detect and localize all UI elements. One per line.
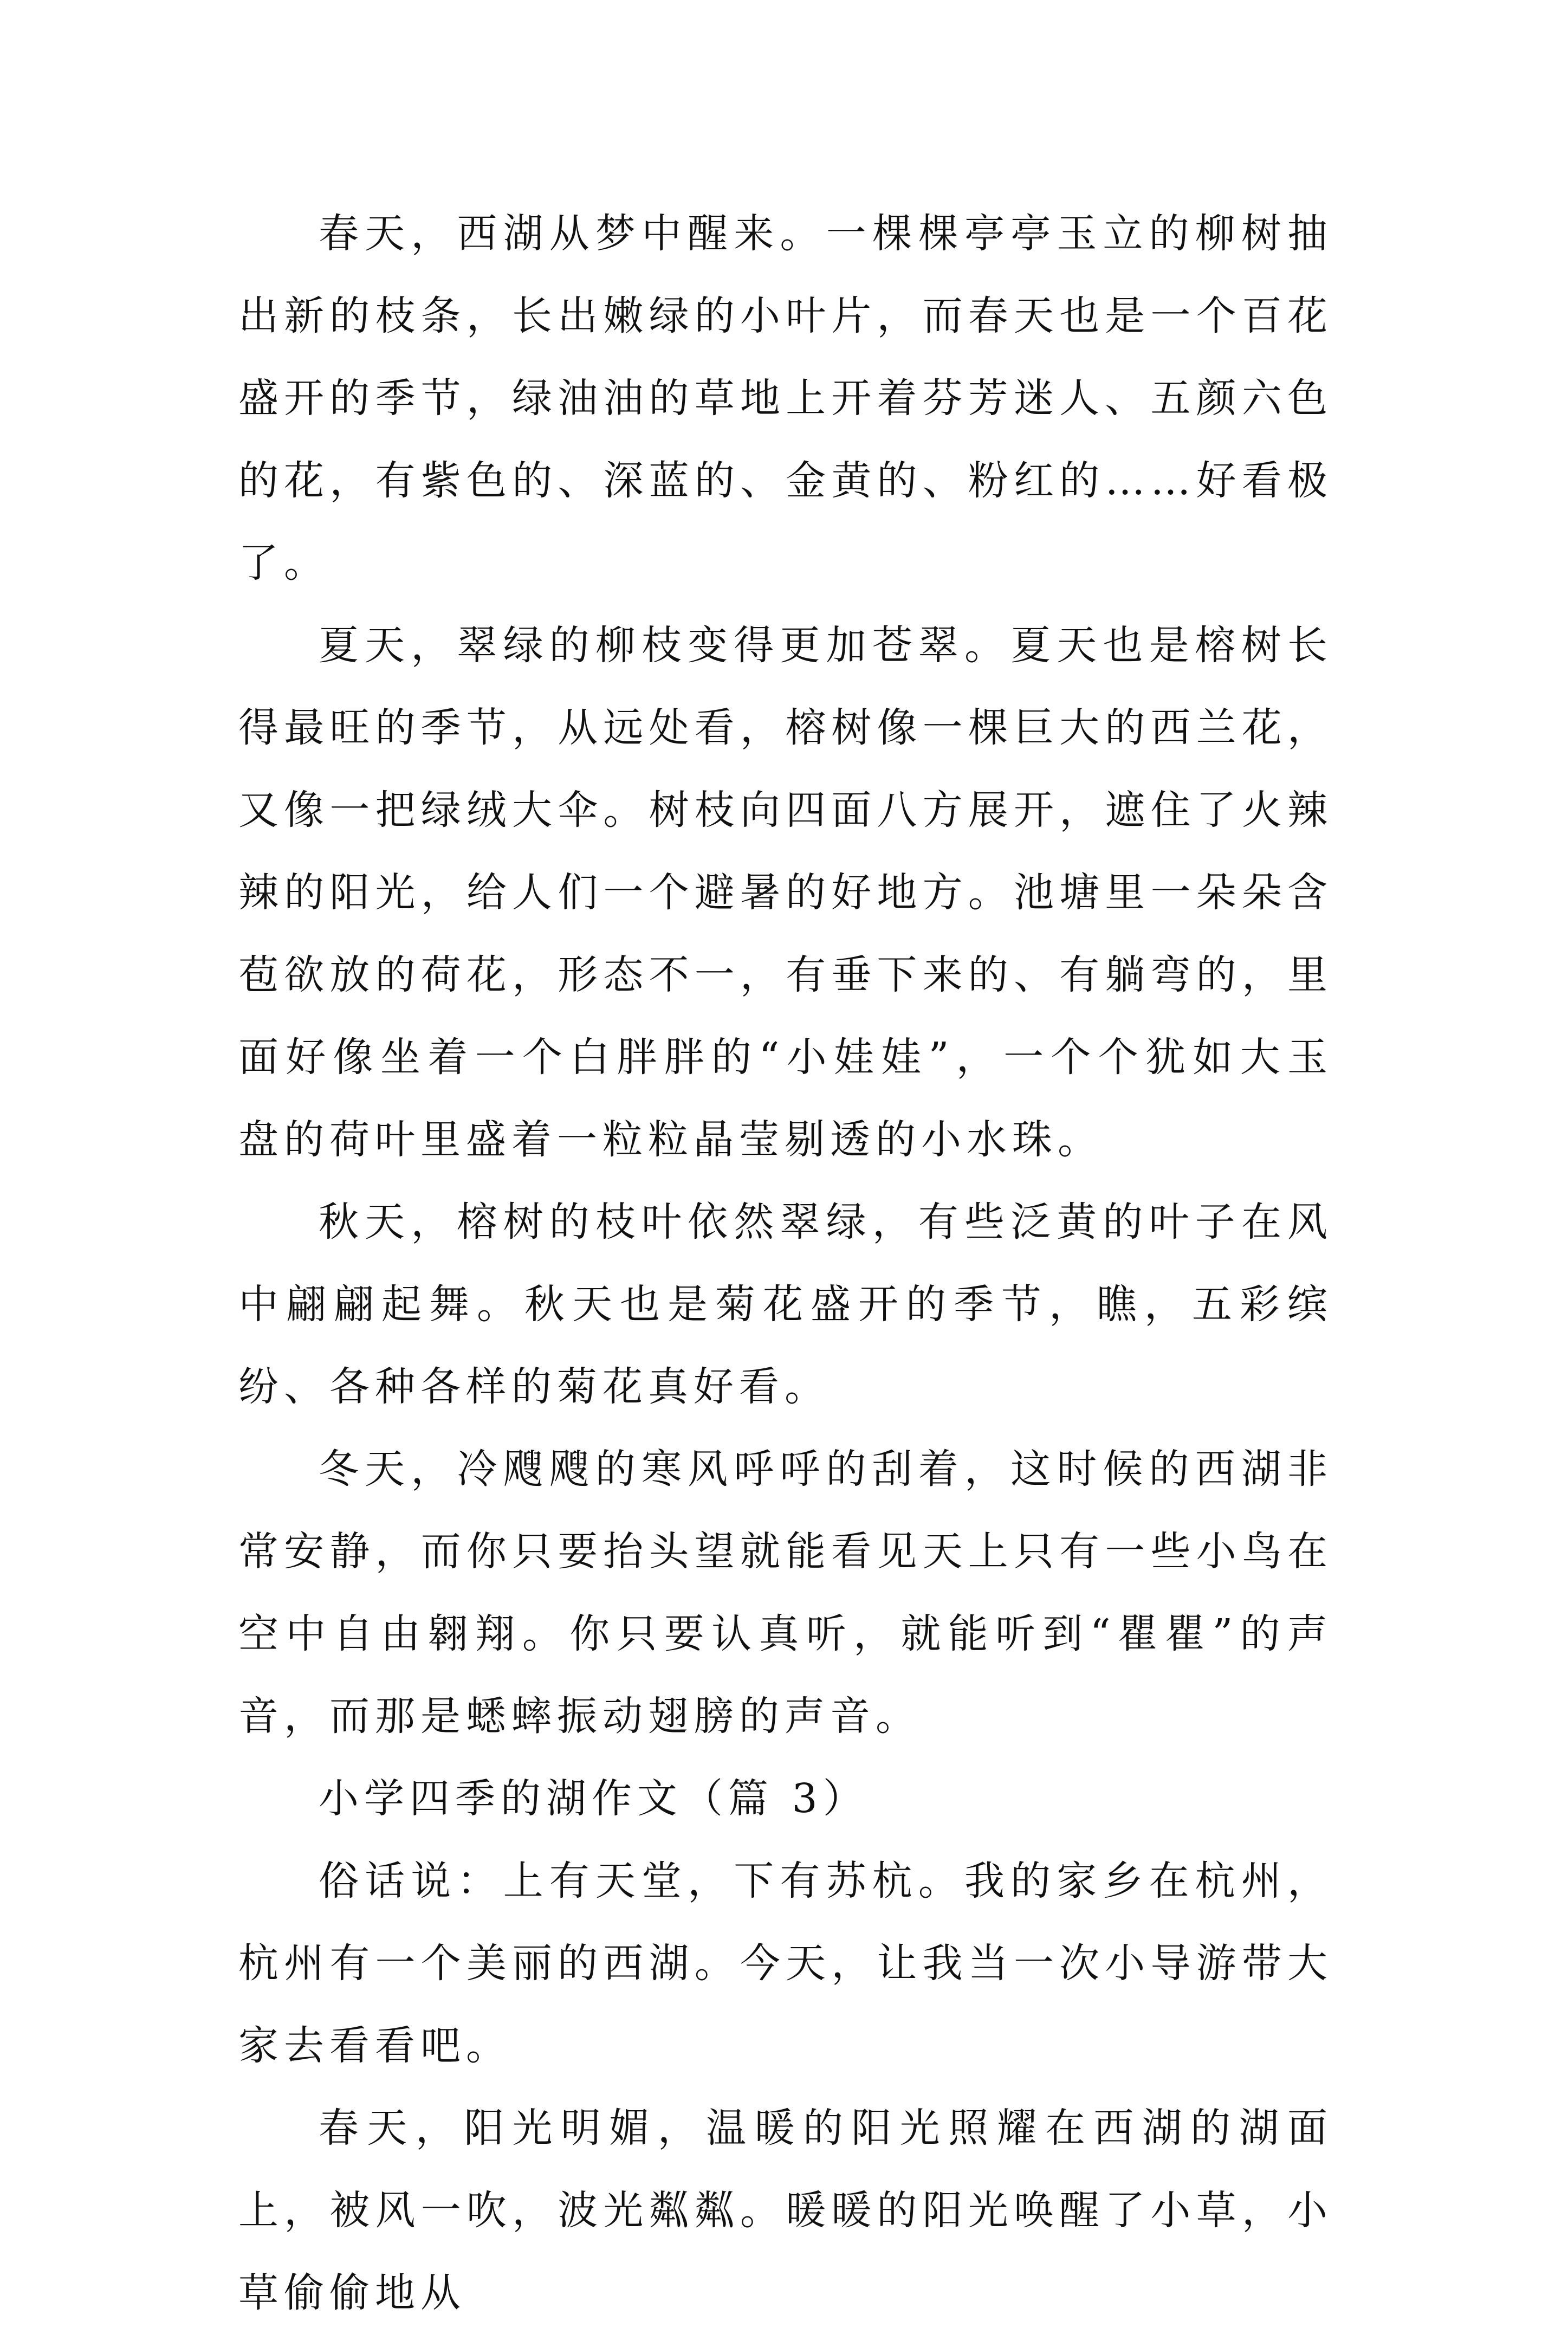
- paragraph-spring-2: 春天，阳光明媚，温暖的阳光照耀在西湖的湖面上，被风一吹，波光粼粼。暖暖的阳光唤醒了小草，小草偷偷地从: [238, 2105, 1333, 2316]
- document-body: [238, 192, 1333, 2334]
- paragraph-spring: 春天，西湖从梦中醒来。一棵棵亭亭玉立的柳树抽出新的枝条，长出嫩绿的小叶片，而春天也是一个百花盛开的季节，绿油油的草地上开着芬芳迷人、五颜六色的花，有紫色的、深蓝的、金黄的、粉红的……好看极了。: [238, 210, 1333, 586]
- section-title: 小学四季的湖作文（篇 3）: [319, 1775, 869, 1822]
- paragraph-intro: 俗话说：上有天堂，下有苏杭。我的家乡在杭州，杭州有一个美丽的西湖。今天，让我当一次小导游带大家去看看吧。: [238, 1858, 1333, 2069]
- paragraph-summer: 夏天，翠绿的柳枝变得更加苍翠。夏天也是榕树长得最旺的季节，从远处看，榕树像一棵巨大的西兰花，又像一把绿绒大伞。树枝向四面八方展开，遮住了火辣辣的阳光，给人们一个避暑的好地方。池塘里一朵朵含苞欲放的荷花，形态不一，有垂下来的、有躺弯的，里面好像坐着一个白胖胖的“小娃娃”，一个个犹如大玉盘的荷叶里盛着一粒粒晶莹剔透的小水珠。: [238, 622, 1333, 1163]
- paragraph-winter: 冬天，冷飕飕的寒风呼呼的刮着，这时候的西湖非常安静，而你只要抬头望就能看见天上只有一些小鸟在空中自由翱翔。你只要认真听，就能听到“瞿瞿”的声音，而那是蟋蟀振动翅膀的声音。: [238, 1446, 1333, 1740]
- paragraph-autumn: 秋天，榕树的枝叶依然翠绿，有些泛黄的叶子在风中翩翩起舞。秋天也是菊花盛开的季节，瞧，五彩缤纷、各种各样的菊花真好看。: [238, 1199, 1333, 1410]
